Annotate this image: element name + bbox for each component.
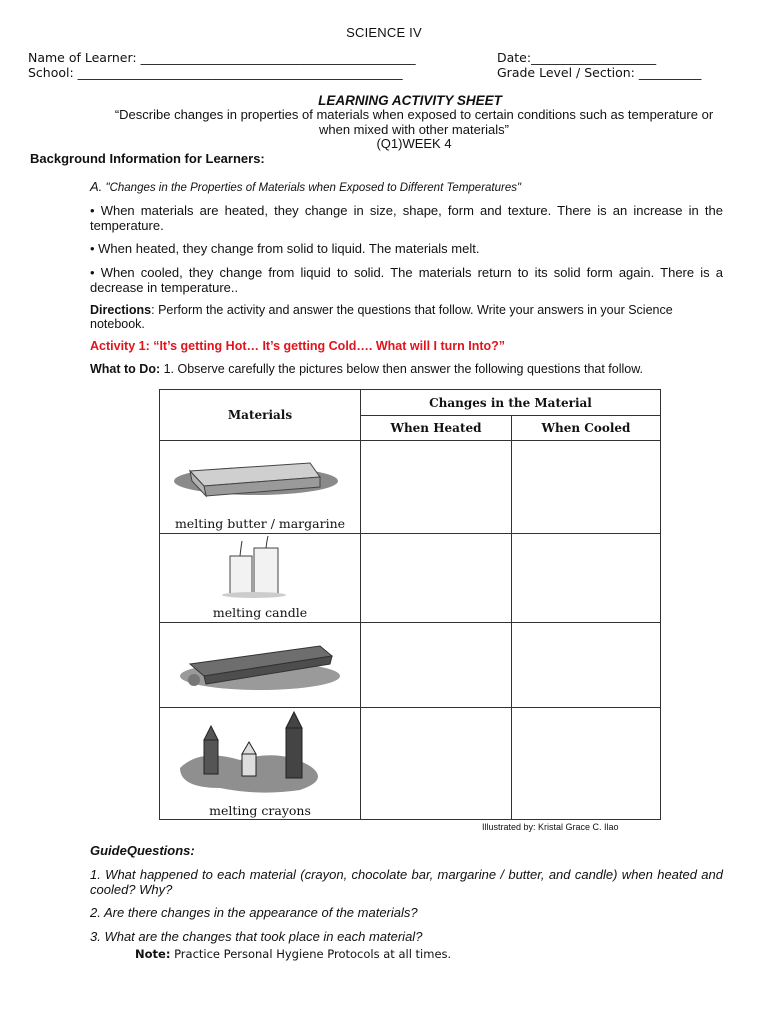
caption-candle: melting candle: [212, 605, 308, 620]
material-cell: [160, 441, 361, 534]
name-of-learner-field[interactable]: Name of Learner: ____________________________________________: [28, 50, 416, 65]
header-when-cooled: When Cooled: [512, 416, 661, 441]
school-field[interactable]: School: ____________________________________________________: [28, 65, 403, 80]
subsection-a-text: "Changes in the Properties of Materials when Exposed to Different Temperatures": [105, 182, 522, 194]
table-row: [160, 441, 661, 534]
answer-heated-candle[interactable]: [361, 534, 512, 623]
answer-heated-butter[interactable]: [361, 441, 512, 534]
table-row: [160, 534, 661, 623]
material-cell: [160, 623, 361, 708]
header-changes: Changes in the Material: [361, 390, 661, 416]
directions-label: Directions: [90, 303, 152, 317]
hygiene-note: [135, 947, 451, 961]
answer-heated-chocolate[interactable]: [361, 623, 512, 708]
bullet-heated: • When materials are heated, they change in size, shape, form and texture. There is an increase in the temperature.: [90, 203, 723, 233]
crayons-image: [160, 708, 360, 798]
sheet-title: LEARNING ACTIVITY SHEET: [318, 93, 502, 108]
table-row: [160, 623, 661, 708]
material-cell: [160, 708, 361, 820]
header-materials: Materials: [160, 390, 361, 441]
header-when-heated: When Heated: [361, 416, 512, 441]
subject-title: SCIENCE IV: [346, 25, 422, 40]
bullet-melt: • When heated, they change from solid to liquid. The materials melt.: [90, 241, 480, 256]
answer-heated-crayons[interactable]: [361, 708, 512, 820]
table-row: [160, 708, 661, 820]
what-to-do: [90, 362, 643, 376]
directions-text: : Perform the activity and answer the questions that follow. Write your answers in your Science notebook.: [90, 303, 673, 331]
guide-question: 1. What happened to each material (crayon, chocolate bar, margarine / butter, and candle) when heated and cooled? Why?: [90, 867, 723, 897]
grade-level-section-field[interactable]: Grade Level / Section: __________: [497, 65, 702, 80]
activity-title: Activity 1: “It’s getting Hot… It’s getting Cold…. What will I turn Into?”: [90, 339, 506, 353]
material-cell: [160, 534, 361, 623]
week-label: (Q1)WEEK 4: [376, 136, 452, 151]
guide-question: 3. What are the changes that took place in each material?: [90, 929, 423, 944]
objective: [100, 108, 728, 152]
directions: [90, 303, 710, 331]
materials-table: [159, 389, 661, 820]
answer-cooled-candle[interactable]: [512, 534, 661, 623]
caption-butter: melting butter / margarine: [174, 516, 346, 531]
guide-questions-heading: GuideQuestions:: [90, 843, 195, 858]
answer-cooled-chocolate[interactable]: [512, 623, 661, 708]
subsection-a-letter: A.: [90, 179, 103, 194]
butter-image: [160, 441, 360, 511]
guide-question: 2. Are there changes in the appearance of the materials?: [90, 905, 418, 920]
subsection-a: [90, 179, 521, 194]
what-to-do-label: What to Do:: [90, 362, 161, 376]
bullet-cooled: • When cooled, they change from liquid to solid. The materials return to its solid form again. There is a decrease in temperature..: [90, 265, 723, 295]
objective-text: “Describe changes in properties of materials when exposed to certain conditions such as temperature or when mixed with other materials”: [114, 107, 714, 137]
note-label: Note:: [135, 947, 171, 961]
answer-cooled-butter[interactable]: [512, 441, 661, 534]
answer-cooled-crayons[interactable]: [512, 708, 661, 820]
candle-image: [160, 534, 360, 600]
background-heading: Background Information for Learners:: [30, 151, 265, 166]
illustration-credit: Illustrated by: Kristal Grace C. Ilao: [482, 822, 619, 832]
what-to-do-text: 1. Observe carefully the pictures below then answer the following questions that follow.: [160, 362, 644, 376]
chocolate-image: [160, 628, 360, 698]
note-text: Practice Personal Hygiene Protocols at all times.: [170, 947, 452, 961]
caption-crayons: melting crayons: [209, 803, 311, 818]
date-field[interactable]: Date:____________________: [497, 50, 657, 65]
